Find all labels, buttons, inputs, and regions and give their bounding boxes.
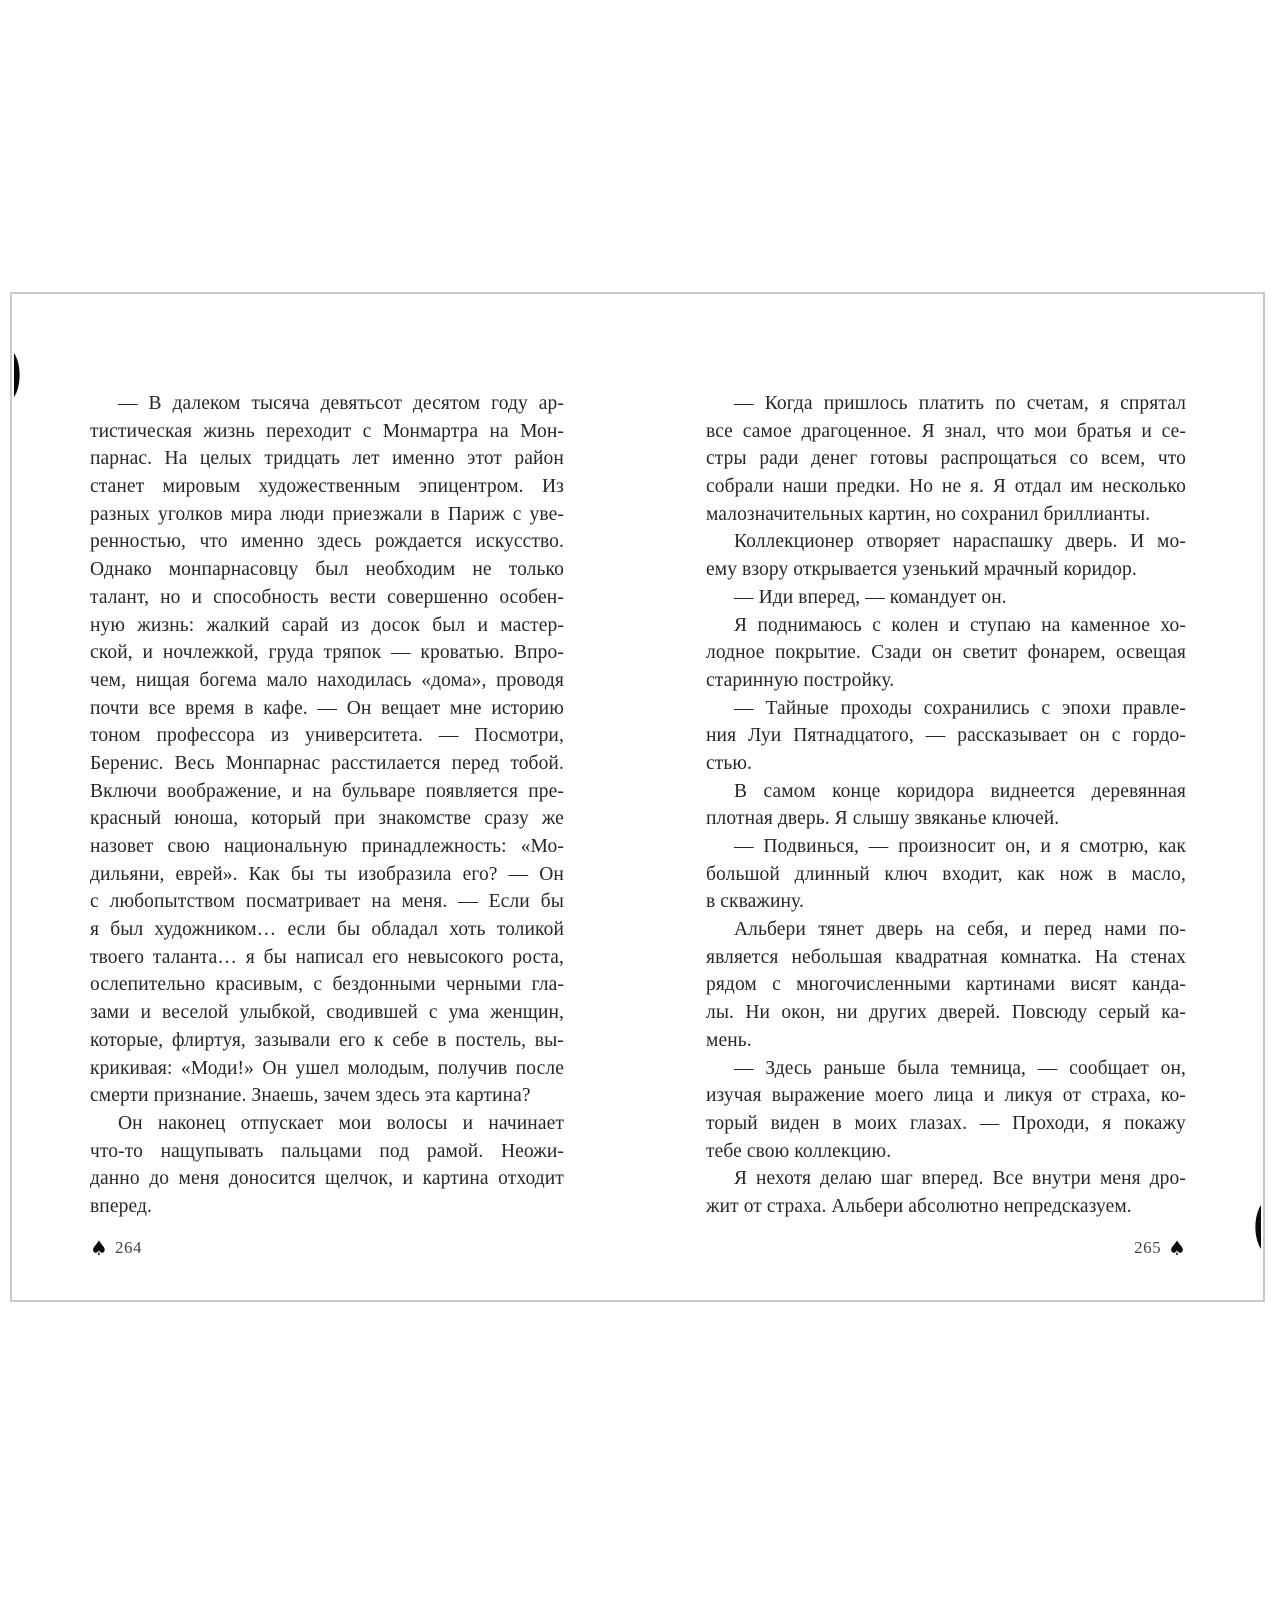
text-line: стры ради денег готовы распрощаться со всем, что <box>706 448 1186 470</box>
text-line: изучая выражение моего лица и ликуя от страха, ко- <box>706 1085 1186 1107</box>
text-line: Беренис. Весь Монпарнас расстилается перед тобой. <box>90 752 564 774</box>
right-page-text-block <box>706 390 1186 1221</box>
text-line: стью. <box>706 752 753 774</box>
text-line: лодное покрытие. Сзади он светит фонарем, освещая <box>706 642 1186 664</box>
text-line: является небольшая квадратная комнатка. На стенах <box>706 946 1186 968</box>
text-line: Коллекционер отворяет нараспашку дверь. И мо- <box>734 531 1186 553</box>
text-line: что-то нащупывать пальцами под рамой. Неожи- <box>90 1140 564 1162</box>
text-line: талант, но и способность вести совершенно особен- <box>90 586 564 608</box>
left-page-text-block <box>90 390 564 1221</box>
text-line: Я нехотя делаю шаг вперед. Все внутри меня дро- <box>734 1168 1186 1190</box>
text-line: — Подвинься, — произносит он, и я смотрю, как <box>734 836 1186 857</box>
text-line: тоном профессора из университета. — Посмотри, <box>90 725 564 747</box>
text-line: ренностью, что именно здесь рождается искусство. <box>90 531 564 553</box>
text-line: тебе свою коллекцию. <box>706 1140 892 1162</box>
text-line: назовет свою национальную принадлежность: «Мо- <box>90 836 564 857</box>
text-line: зами и веселой улыбкой, сводившей с ума женщин, <box>90 1002 564 1024</box>
text-line: жит от страха. Альбери абсолютно непредсказуем. <box>706 1195 1132 1217</box>
text-line: В самом конце коридора виднеется деревянная <box>734 780 1186 802</box>
text-line: Альбери тянет дверь на себя, и перед нами по- <box>734 919 1186 941</box>
text-line: ему взору открывается узенький мрачный коридор. <box>706 559 1137 581</box>
text-line: рядом с многочисленными картинами висят канда- <box>706 974 1186 996</box>
text-line: ния Луи Пятнадцатого, — рассказывает он с гордо- <box>706 725 1186 747</box>
text-line: станет мировым художественным эпицентром. Из <box>90 476 564 498</box>
left-page-number: 264 <box>114 1238 142 1257</box>
page-edge-mark-right-icon <box>1251 1205 1261 1249</box>
text-line: Я поднимаюсь с колен и ступаю на каменное хо- <box>734 614 1186 636</box>
text-line: — Иди вперед, — командует он. <box>734 586 1007 608</box>
text-line: с любопытством посматривает на меня. — Если бы <box>90 891 564 913</box>
text-line: ской, и ночлежкой, груда тряпок — кроватью. Впро- <box>90 642 564 664</box>
text-line: почти все время в кафе. — Он вещает мне историю <box>90 697 564 719</box>
text-line: Однако монпарнасовцу был необходим не только <box>90 559 564 581</box>
text-line: которые, флиртуя, зазывали его к себе в постель, вы- <box>90 1029 564 1051</box>
spade-icon: ♠ <box>1168 1236 1186 1260</box>
text-line: ослепительно красивым, с бездонными черными гла- <box>90 974 564 996</box>
text-line: чем, нищая богема мало находилась «дома», проводя <box>90 669 564 691</box>
text-line: смерти признание. Знаешь, зачем здесь эта картина? <box>90 1085 531 1107</box>
page-area <box>10 292 1265 1302</box>
text-line: данно до меня доносится щелчок, и картина отходит <box>90 1168 564 1190</box>
text-line: мень. <box>706 1029 752 1051</box>
text-line: в скважину. <box>706 891 804 913</box>
right-page-footer <box>706 1236 1186 1260</box>
text-line: ную жизнь: жалкий сарай из досок был и мастер- <box>90 614 564 636</box>
text-line: лы. Ни окон, ни других дверей. Повсюду серый ка- <box>706 1002 1186 1024</box>
text-line: дильяни, еврей». Как бы ты изобразила его? — Он <box>90 863 564 885</box>
text-line: красный юноша, который при знакомстве сразу же <box>90 808 564 830</box>
text-line: тистическая жизнь переходит с Монмартра на Мон- <box>90 420 564 442</box>
text-line: разных уголков мира люди приезжали в Париж с уве- <box>90 503 564 525</box>
text-line: Включи воображение, и на бульваре появляется пре- <box>90 780 564 802</box>
spade-icon: ♠ <box>90 1236 108 1260</box>
text-line: — Здесь раньше была темница, — сообщает он, <box>734 1057 1186 1079</box>
text-line: парнас. На целых тридцать лет именно этот район <box>90 448 564 470</box>
text-line: Он наконец отпускает мои волосы и начинает <box>118 1112 564 1134</box>
text-line: — Тайные проходы сохранились с эпохи правле- <box>734 697 1186 719</box>
text-line: плотная дверь. Я слышу звяканье ключей. <box>706 808 1060 830</box>
text-line: большой длинный ключ входит, как нож в масло, <box>706 863 1186 885</box>
right-page-number: 265 <box>1134 1238 1162 1257</box>
text-line: твоего таланта… я бы написал его невысокого роста, <box>90 946 564 968</box>
text-line: — Когда пришлось платить по счетам, я спрятал <box>734 393 1186 414</box>
left-page-footer <box>90 1236 142 1260</box>
text-line: вперед. <box>90 1195 152 1217</box>
text-line: я был художником… если бы обладал хоть толикой <box>90 919 564 941</box>
text-line: собрали наши предки. Но не я. Я отдал им несколько <box>706 476 1186 498</box>
text-line: торый виден в моих глазах. — Проходи, я покажу <box>706 1112 1186 1134</box>
text-line: малозначительных картин, но сохранил бриллианты. <box>706 503 1151 525</box>
text-line: старинную постройку. <box>706 669 895 691</box>
page-edge-mark-left-icon <box>14 353 24 397</box>
text-line: крикивая: «Моди!» Он ушел молодым, получив после <box>90 1057 564 1079</box>
text-line: все самое драгоценное. Я знал, что мои братья и се- <box>706 420 1186 442</box>
text-line: — В далеком тысяча девятьсот десятом году ар- <box>118 393 564 414</box>
